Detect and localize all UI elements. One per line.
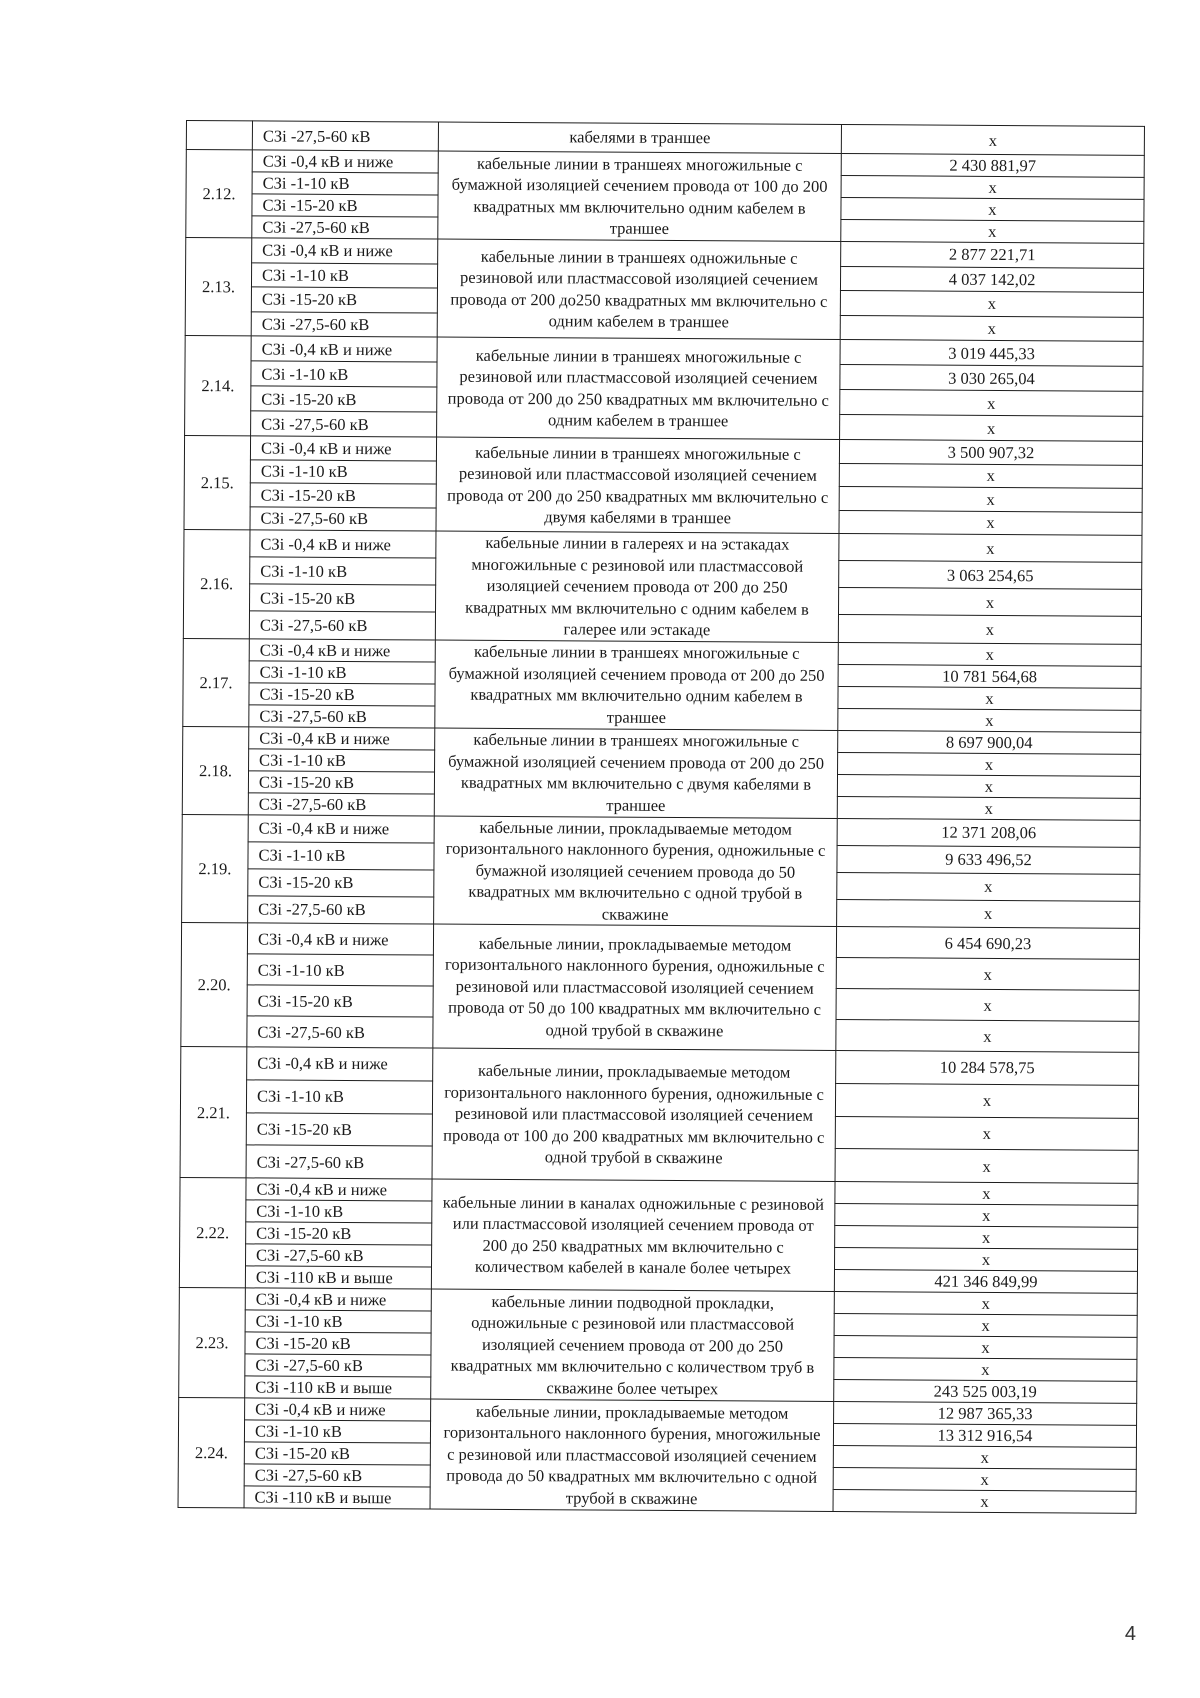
rate-value-cell: х	[834, 1291, 1137, 1315]
rate-value-cell: 10 284 578,75	[836, 1050, 1139, 1085]
rate-value-cell: 13 312 916,54	[833, 1423, 1136, 1447]
rate-value-cell: х	[833, 1467, 1136, 1491]
row-number-cell: 2.19.	[182, 814, 249, 923]
description-cell: кабельные линии, прокладываемые методом горизонтального наклонного бурения, одножильные с резиновой или пластмассовой изоляцией сечением провода от 50 до 100 квадратных мм включительно с одной трубой в скважине	[433, 924, 837, 1050]
rate-value-cell: 6 454 690,23	[836, 926, 1139, 959]
description-cell: кабельные линии в траншеях многожильные с бумажной изоляцией сечением провода от 100 до 200 квадратных мм включительно одним кабелем в траншее	[438, 151, 842, 241]
rate-value-cell: 12 371 208,06	[837, 818, 1140, 847]
rate-value-cell: х	[839, 533, 1142, 562]
page-number: 4	[1124, 1623, 1136, 1645]
description-cell: кабелями в траншее	[438, 122, 841, 153]
rate-value-cell: 2 430 881,97	[841, 154, 1144, 178]
rate-value-cell: х	[835, 1203, 1138, 1227]
rate-value-cell: х	[837, 774, 1140, 798]
row-number-cell: 2.17.	[183, 638, 250, 726]
row-number-cell: 2.16.	[183, 529, 250, 638]
voltage-level-cell: СЗі -1-10 кВ	[247, 954, 433, 986]
rate-value-cell: 3 019 445,33	[840, 340, 1143, 367]
rate-value-cell: х	[839, 463, 1142, 488]
row-number-cell	[186, 121, 252, 150]
voltage-level-cell: СЗі -27,5-60 кВ	[246, 1145, 432, 1179]
rate-value-cell: х	[835, 1181, 1138, 1205]
voltage-level-cell: СЗі -15-20 кВ	[244, 1442, 430, 1465]
rate-value-cell: х	[840, 414, 1143, 441]
voltage-level-cell: СЗі -15-20 кВ	[247, 985, 433, 1017]
voltage-level-cell: СЗі -27,5-60 кВ	[251, 311, 437, 337]
rate-value-cell: х	[838, 752, 1141, 776]
voltage-level-cell: СЗі -1-10 кВ	[249, 660, 435, 683]
voltage-level-cell: СЗі -0,4 кВ и ниже	[248, 814, 434, 842]
voltage-level-cell: СЗі -15-20 кВ	[250, 483, 436, 508]
voltage-level-cell: СЗі -27,5-60 кВ	[249, 704, 435, 727]
voltage-level-cell: СЗі -0,4 кВ и ниже	[246, 1178, 432, 1201]
rate-value-cell: 3 030 265,04	[840, 364, 1143, 391]
voltage-level-cell: СЗі -27,5-60 кВ	[246, 1244, 432, 1267]
row-number-cell: 2.20.	[181, 922, 248, 1046]
rate-value-cell: х	[835, 1083, 1138, 1118]
rate-value-cell: х	[837, 872, 1140, 901]
voltage-level-cell: СЗі -0,4 кВ и ниже	[250, 530, 436, 558]
voltage-level-cell: СЗі -0,4 кВ и ниже	[252, 238, 438, 264]
voltage-level-cell: СЗі -15-20 кВ	[246, 1112, 432, 1146]
voltage-level-cell: СЗі -27,5-60 кВ	[252, 121, 438, 151]
rate-value-cell: 12 987 365,33	[834, 1401, 1137, 1425]
rate-value-cell: х	[836, 988, 1139, 1021]
voltage-level-cell: СЗі -1-10 кВ	[252, 172, 438, 195]
voltage-level-cell: СЗі -0,4 кВ и ниже	[252, 150, 438, 173]
rate-value-cell: 8 697 900,04	[838, 730, 1141, 754]
rate-value-cell: х	[834, 1335, 1137, 1359]
description-cell: кабельные линии подводной прокладки, одножильные с резиновой или пластмассовой изоляцией сечением провода от 200 до 250 квадратных мм включительно с количеством труб в скважине более четырех	[431, 1289, 835, 1401]
voltage-level-cell: СЗі -27,5-60 кВ	[249, 611, 435, 639]
voltage-level-cell: СЗі -15-20 кВ	[251, 287, 437, 313]
voltage-level-cell: СЗі -15-20 кВ	[246, 1222, 432, 1245]
voltage-level-cell: СЗі -110 кВ и выше	[245, 1376, 431, 1399]
rate-value-cell: х	[833, 1445, 1136, 1469]
description-cell: кабельные линии, прокладываемые методом горизонтального наклонного бурения, одножильные с бумажной изоляцией сечением провода до 50 квадратных мм включительно с одной трубой в скважине	[434, 816, 838, 927]
rate-value-cell: 421 346 849,99	[834, 1269, 1137, 1293]
voltage-level-cell: СЗі -110 кВ и выше	[244, 1486, 430, 1509]
rate-value-cell: х	[835, 1225, 1138, 1249]
voltage-level-cell: СЗі -15-20 кВ	[252, 194, 438, 217]
voltage-level-cell: СЗі -1-10 кВ	[244, 1420, 430, 1443]
rate-value-cell: 3 500 907,32	[839, 439, 1142, 464]
row-number-cell: 2.22.	[179, 1177, 246, 1287]
voltage-level-cell: СЗі -0,4 кВ и ниже	[247, 923, 433, 955]
voltage-level-cell: СЗі -0,4 кВ и ниже	[245, 1398, 431, 1421]
rate-value-cell: х	[838, 588, 1141, 617]
description-cell: кабельные линии в траншеях многожильные с бумажной изоляцией сечением провода от 200 до 250 квадратных мм включительно с двумя кабелями в траншее	[434, 728, 838, 818]
row-number-cell: 2.21.	[180, 1046, 247, 1177]
voltage-level-cell: СЗі -27,5-60 кВ	[251, 411, 437, 437]
voltage-level-cell: СЗі -15-20 кВ	[245, 1332, 431, 1355]
voltage-level-cell: СЗі -0,4 кВ и ниже	[250, 436, 436, 461]
voltage-level-cell: СЗі -1-10 кВ	[251, 262, 437, 288]
voltage-level-cell: СЗі -0,4 кВ и ниже	[249, 638, 435, 661]
rate-value-cell: х	[834, 1247, 1137, 1271]
rate-value-cell: х	[836, 957, 1139, 990]
voltage-level-cell: СЗі -1-10 кВ	[250, 459, 436, 484]
row-number-cell: 2.15.	[184, 435, 251, 529]
rate-value-cell: х	[837, 796, 1140, 820]
rate-value-cell: х	[838, 615, 1141, 644]
rate-value-cell: х	[837, 899, 1140, 928]
voltage-level-cell: СЗі -1-10 кВ	[248, 842, 434, 870]
rate-value-cell: 4 037 142,02	[840, 266, 1143, 292]
row-number-cell: 2.12.	[186, 150, 253, 238]
voltage-level-cell: СЗі -0,4 кВ и ниже	[251, 336, 437, 362]
voltage-level-cell: СЗі -1-10 кВ	[251, 361, 437, 387]
voltage-level-cell: СЗі -1-10 кВ	[246, 1200, 432, 1223]
rate-value-cell: х	[838, 642, 1141, 666]
rate-value-cell: х	[840, 291, 1143, 317]
voltage-level-cell: СЗі -15-20 кВ	[251, 386, 437, 412]
description-cell: кабельные линии, прокладываемые методом горизонтального наклонного бурения, многожильные с резиновой или пластмассовой изоляцией сечением провода до 50 квадратных мм включительно с одной трубой в скважине	[430, 1399, 834, 1511]
voltage-level-cell: СЗі -1-10 кВ	[250, 557, 436, 585]
voltage-level-cell: СЗі -15-20 кВ	[250, 584, 436, 612]
voltage-level-cell: СЗі -27,5-60 кВ	[248, 896, 434, 924]
voltage-level-cell: СЗі -27,5-60 кВ	[244, 1464, 430, 1487]
rate-value-cell: 3 063 254,65	[839, 561, 1142, 590]
rate-value-cell: х	[835, 1149, 1138, 1184]
rate-value-cell: х	[840, 315, 1143, 341]
voltage-level-cell: СЗі -15-20 кВ	[248, 869, 434, 897]
voltage-level-cell: СЗі -27,5-60 кВ	[247, 1016, 433, 1048]
rate-value-cell: х	[834, 1357, 1137, 1381]
row-number-cell: 2.14.	[185, 335, 252, 435]
voltage-level-cell: СЗі -0,4 кВ и ниже	[247, 1047, 433, 1081]
voltage-level-cell: СЗі -0,4 кВ и ниже	[249, 726, 435, 749]
voltage-level-cell: СЗі -27,5-60 кВ	[245, 1354, 431, 1377]
voltage-level-cell: СЗі -1-10 кВ	[245, 1310, 431, 1333]
voltage-level-cell: СЗі -1-10 кВ	[249, 748, 435, 771]
rates-table-body	[178, 121, 1144, 1514]
description-cell: кабельные линии в траншеях одножильные с резиновой или пластмассовой изоляцией сечением провода от 200 до250 квадратных мм включительно с одним кабелем в траншее	[437, 239, 841, 339]
description-cell: кабельные линии в траншеях многожильные с резиновой или пластмассовой изоляцией сечением провода от 200 до 250 квадратных мм включительно с одним кабелем в траншее	[437, 337, 841, 439]
rate-value-cell: х	[838, 708, 1141, 732]
rate-value-cell: х	[834, 1313, 1137, 1337]
rate-value-cell: 2 877 221,71	[841, 242, 1144, 268]
rate-value-cell: х	[841, 125, 1144, 156]
rate-value-cell: х	[841, 220, 1144, 244]
row-number-cell: 2.23.	[179, 1287, 246, 1397]
description-cell: кабельные линии в траншеях многожильные с резиновой или пластмассовой изоляцией сечением провода от 200 до 250 квадратных мм включительно с двумя кабелями в траншее	[436, 437, 840, 533]
rate-value-cell: х	[839, 510, 1142, 535]
rate-value-cell: х	[833, 1489, 1136, 1513]
description-cell: кабельные линии в траншеях многожильные с бумажной изоляцией сечением провода от 200 до 250 квадратных мм включительно одним кабелем в траншее	[435, 640, 839, 730]
rate-value-cell: 243 525 003,19	[834, 1379, 1137, 1403]
voltage-level-cell: СЗі -15-20 кВ	[249, 682, 435, 705]
rate-value-cell: х	[839, 486, 1142, 511]
rate-value-cell: 10 781 564,68	[838, 664, 1141, 688]
rate-value-cell: х	[838, 686, 1141, 710]
voltage-level-cell: СЗі -15-20 кВ	[248, 770, 434, 793]
voltage-level-cell: СЗі -0,4 кВ и ниже	[245, 1288, 431, 1311]
row-number-cell: 2.13.	[185, 238, 252, 336]
rate-value-cell: 9 633 496,52	[837, 845, 1140, 874]
row-number-cell: 2.18.	[182, 726, 249, 814]
rate-value-cell: х	[840, 389, 1143, 416]
description-cell: кабельные линии в галереях и на эстакадах многожильные с резиновой или пластмассовой изоляцией сечением провода от 200 до 250 квадратных мм включительно с одним кабелем в галерее или эстакаде	[435, 531, 839, 642]
rate-value-cell: х	[836, 1019, 1139, 1052]
voltage-level-cell: СЗі -27,5-60 кВ	[250, 506, 436, 531]
voltage-level-cell: СЗі -27,5-60 кВ	[252, 216, 438, 239]
row-number-cell: 2.24.	[178, 1397, 245, 1507]
voltage-level-cell: СЗі -110 кВ и выше	[245, 1266, 431, 1289]
description-cell: кабельные линии, прокладываемые методом горизонтального наклонного бурения, одножильные с резиновой или пластмассовой изоляцией сечением провода от 100 до 200 квадратных мм включительно с одной трубой в скважине	[432, 1048, 836, 1181]
rates-table	[178, 120, 1145, 1514]
voltage-level-cell: СЗі -1-10 кВ	[246, 1080, 432, 1114]
rate-value-cell: х	[841, 198, 1144, 222]
description-cell: кабельные линии в каналах одножильные с резиновой или пластмассовой изоляцией сечением провода от 200 до 250 квадратных мм включительно с количеством кабелей в канале более четырех	[431, 1179, 835, 1291]
rate-value-cell: х	[835, 1116, 1138, 1151]
voltage-level-cell: СЗі -27,5-60 кВ	[248, 792, 434, 815]
rate-value-cell: х	[841, 176, 1144, 200]
